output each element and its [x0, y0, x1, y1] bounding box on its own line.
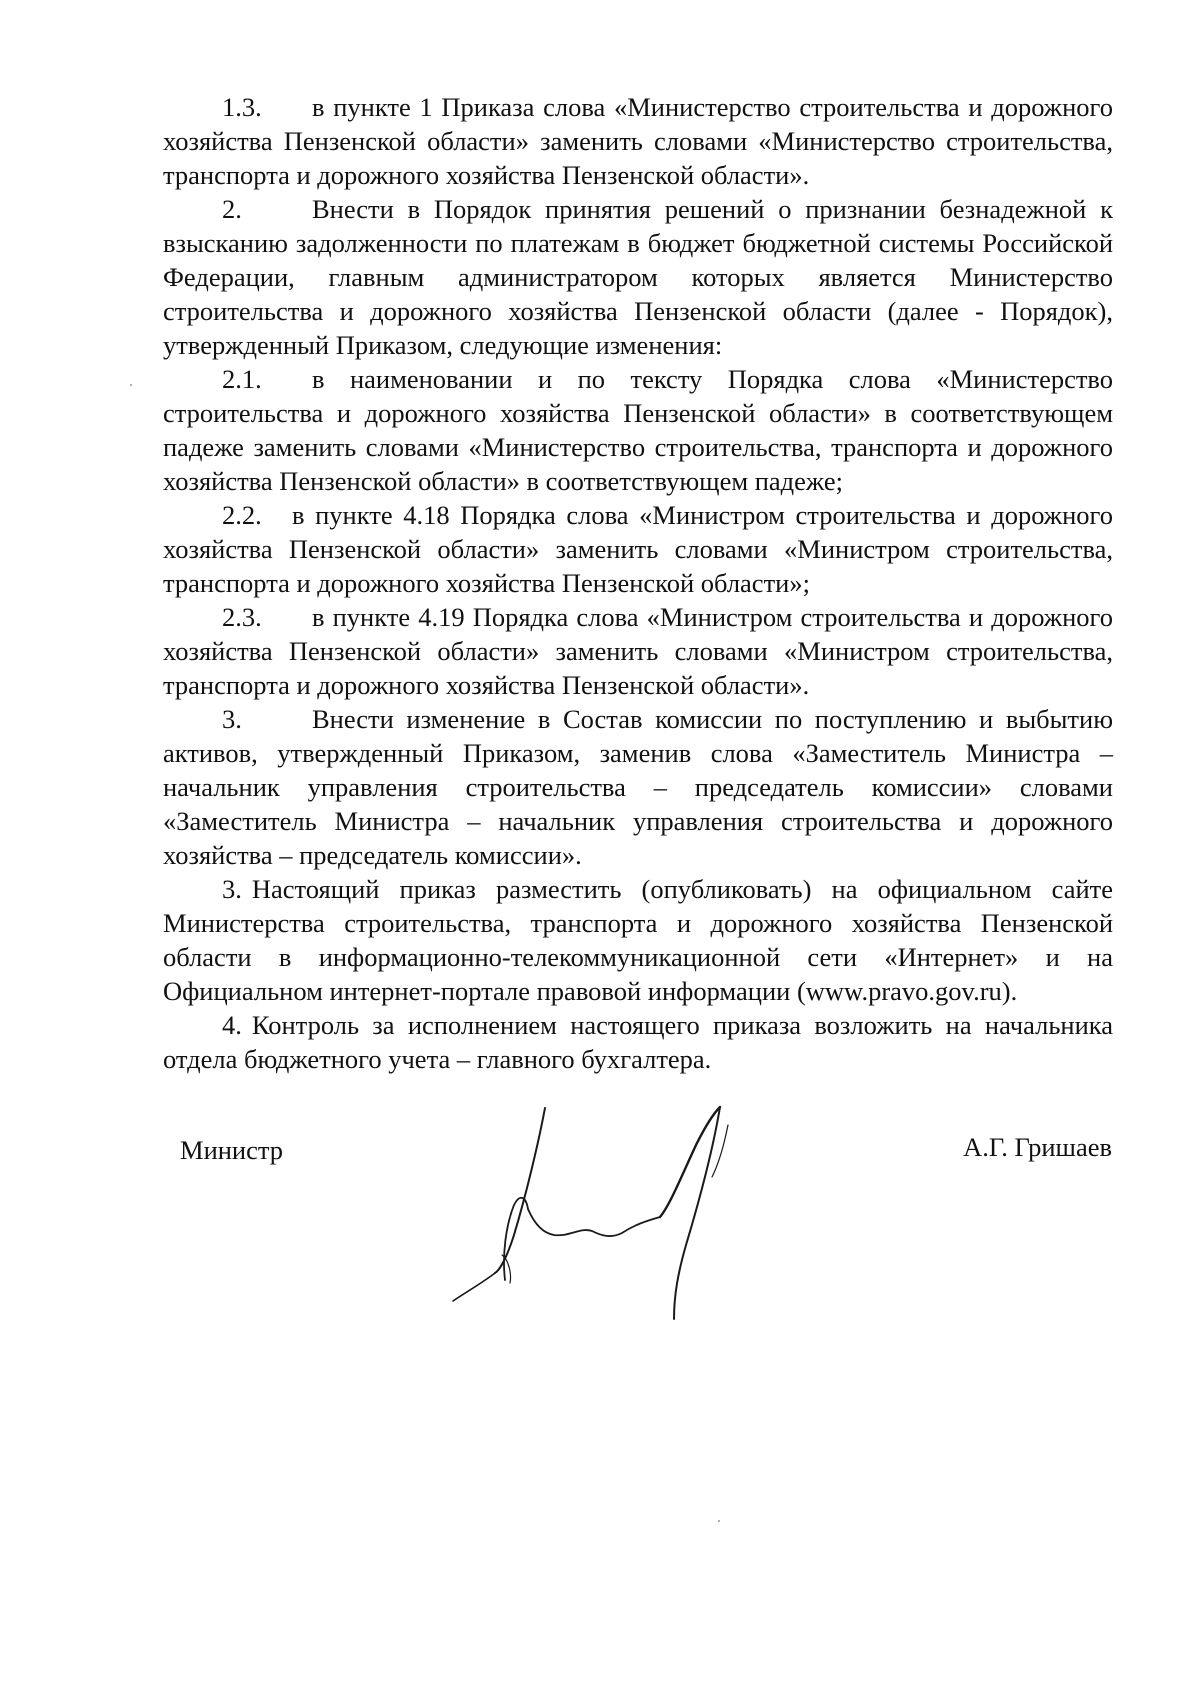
paragraph-text: Внести в Порядок принятия решений о признании безнадежной к взысканию задолженности по платежам в бюджет бюджетной системы Российской Федерации, главным администратором которых является Министерство строительства и дорожного хозяйства Пензенской области (далее - Порядок), утвержденный Приказом, следующие изменения: [163, 194, 1113, 360]
paragraph-text: Контроль за исполнением настоящего приказа возложить на начальника отдела бюджетного учета – главного бухгалтера. [163, 1010, 1113, 1074]
paragraph-text: в пункте 4.19 Порядка слова «Министром строительства и дорожного хозяйства Пензенской области» заменить словами «Министром строительства, транспорта и дорожного хозяйства Пензенской области». [163, 602, 1113, 700]
paragraph-text: Настоящий приказ разместить (опубликовать) на официальном сайте Министерства строительства, транспорта и дорожного хозяйства Пензенской области в информационно-телекоммуникационной сети «Интернет» и на Официальном интернет-портале правовой информации (www.pravo.gov.ru). [163, 874, 1113, 1006]
paragraph-4 [163, 1008, 1113, 1076]
paragraph-number: 2.3. [222, 602, 262, 632]
paragraph-number: 3. [222, 874, 242, 904]
paragraph-2 [163, 192, 1113, 362]
paragraph-text: в пункте 4.18 Порядка слова «Министром строительства и дорожного хозяйства Пензенской области» заменить словами «Министром строительства, транспорта и дорожного хозяйства Пензенской области»; [163, 500, 1113, 598]
paragraph-number: 2. [222, 194, 242, 224]
paragraph-2-1 [163, 362, 1113, 498]
paragraph-number: 4. [222, 1010, 242, 1040]
paragraph-2-2 [163, 498, 1113, 600]
paragraph-text: в пункте 1 Приказа слова «Министерство строительства и дорожного хозяйства Пензенской области» заменить словами «Министерство строительства, транспорта и дорожного хозяйства Пензенской области». [163, 92, 1113, 190]
document-body [163, 90, 1113, 1076]
paragraph-3-publish [163, 872, 1113, 1008]
paragraph-3-amend [163, 702, 1113, 872]
paragraph-number: 2.2. [222, 500, 262, 530]
paragraph-1-3 [163, 90, 1113, 192]
paragraph-text: Внести изменение в Состав комиссии по поступлению и выбытию активов, утвержденный Приказом, заменив слова «Заместитель Министра – начальник управления строительства – председатель комиссии» словами «Заместитель Министра – начальник управления строительства и дорожного хозяйства – председатель комиссии». [163, 704, 1113, 870]
paragraph-number: 3. [222, 704, 242, 734]
scan-speck [718, 1520, 720, 1522]
paragraph-text: в наименовании и по тексту Порядка слова «Министерство строительства и дорожного хозяйства Пензенской области» в соответствующем падеже заменить словами «Министерство строительства, транспорта и дорожного хозяйства Пензенской области» в соответствующем падеже; [163, 364, 1113, 496]
paragraph-2-3 [163, 600, 1113, 702]
paragraph-number: 1.3. [222, 92, 262, 122]
signatory-name: А.Г. Гришаев [963, 1132, 1112, 1162]
scan-speck [130, 384, 132, 386]
paragraph-number: 2.1. [222, 364, 262, 394]
handwritten-signature [450, 1105, 790, 1335]
signatory-title: Министр [180, 1135, 284, 1165]
